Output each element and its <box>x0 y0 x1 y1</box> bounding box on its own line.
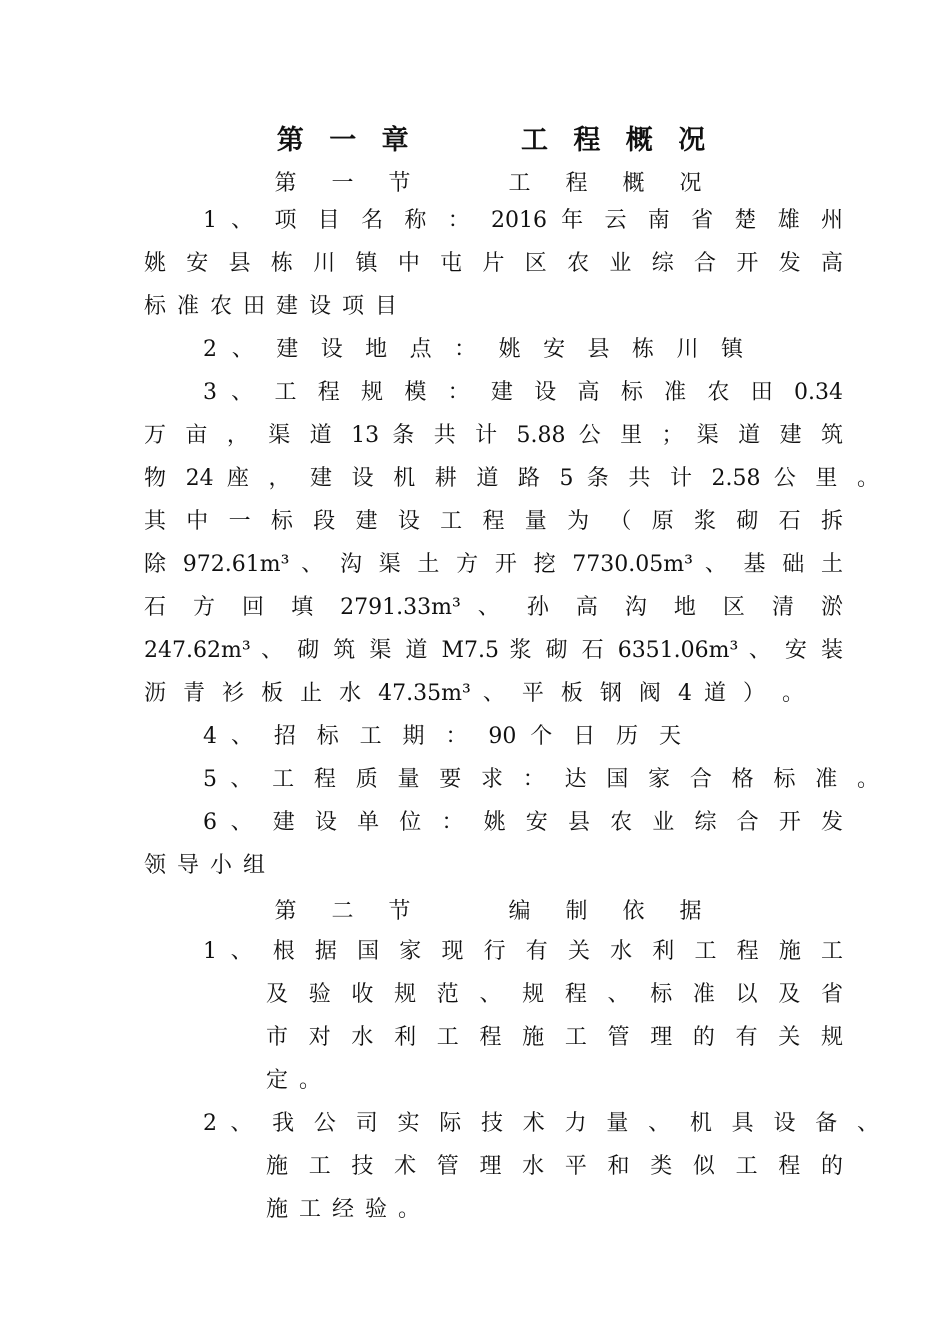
paragraph-line: 施 工 经 验 。 <box>266 1197 422 1222</box>
paragraph-line: 5 、 工 程 质 量 要 求 ： 达 国 家 合 格 标 准 。 <box>203 767 879 792</box>
paragraph-line: 施 工 技 术 管 理 水 平 和 类 似 工 程 的 <box>266 1154 843 1179</box>
paragraph-line: 沥 青 衫 板 止 水 47.35m³ 、 平 板 钢 阀 4 道 ） 。 <box>144 681 804 706</box>
paragraph-line: 及 验 收 规 范 、 规 程 、 标 准 以 及 省 <box>266 982 843 1007</box>
paragraph-line: 247.62m³ 、 砌 筑 渠 道 M7.5 浆 砌 石 6351.06m³ 、 安 装 <box>144 638 843 663</box>
paragraph-line: 6 、 建 设 单 位 ： 姚 安 县 农 业 综 合 开 发 <box>203 810 843 835</box>
paragraph-line: 姚 安 县 栋 川 镇 中 屯 片 区 农 业 综 合 开 发 高 <box>144 251 843 276</box>
paragraph-line: 2 、 我 公 司 实 际 技 术 力 量 、 机 具 设 备 、 <box>203 1111 879 1136</box>
paragraph-line: 市 对 水 利 工 程 施 工 管 理 的 有 关 规 <box>266 1025 843 1050</box>
paragraph-line: 3 、 工 程 规 模 ： 建 设 高 标 准 农 田 0.34 <box>203 380 843 405</box>
paragraph-line: 定 。 <box>266 1068 323 1093</box>
paragraph-line: 1 、 根 据 国 家 现 行 有 关 水 利 工 程 施 工 <box>203 939 843 964</box>
paragraph-line: 除 972.61m³ 、 沟 渠 土 方 开 挖 7730.05m³ 、 基 础 土 <box>144 552 843 577</box>
paragraph-line: 石 方 回 填 2791.33m³ 、 孙 高 沟 地 区 清 淤 <box>144 595 843 620</box>
paragraph-line: 领 导 小 组 <box>144 853 267 878</box>
section-title-1: 第 一 节 工 程 概 况 <box>274 171 716 196</box>
paragraph-line: 2 、 建 设 地 点 ： 姚 安 县 栋 川 镇 <box>203 337 743 362</box>
chapter-title: 第 一 章 工 程 概 况 <box>276 125 714 156</box>
section-title-2: 第 二 节 编 制 依 据 <box>274 899 716 924</box>
paragraph-line: 1 、 项 目 名 称 ： 2016 年 云 南 省 楚 雄 州 <box>203 208 843 233</box>
paragraph-line: 4 、 招 标 工 期 ： 90 个 日 历 天 <box>203 724 681 749</box>
paragraph-line: 标 准 农 田 建 设 项 目 <box>144 294 399 319</box>
paragraph-line: 万 亩 ， 渠 道 13 条 共 计 5.88 公 里 ； 渠 道 建 筑 <box>144 423 843 448</box>
paragraph-line: 其 中 一 标 段 建 设 工 程 量 为 （ 原 浆 砌 石 拆 <box>144 509 843 534</box>
paragraph-line: 物 24 座 ， 建 设 机 耕 道 路 5 条 共 计 2.58 公 里 。 <box>144 466 879 491</box>
